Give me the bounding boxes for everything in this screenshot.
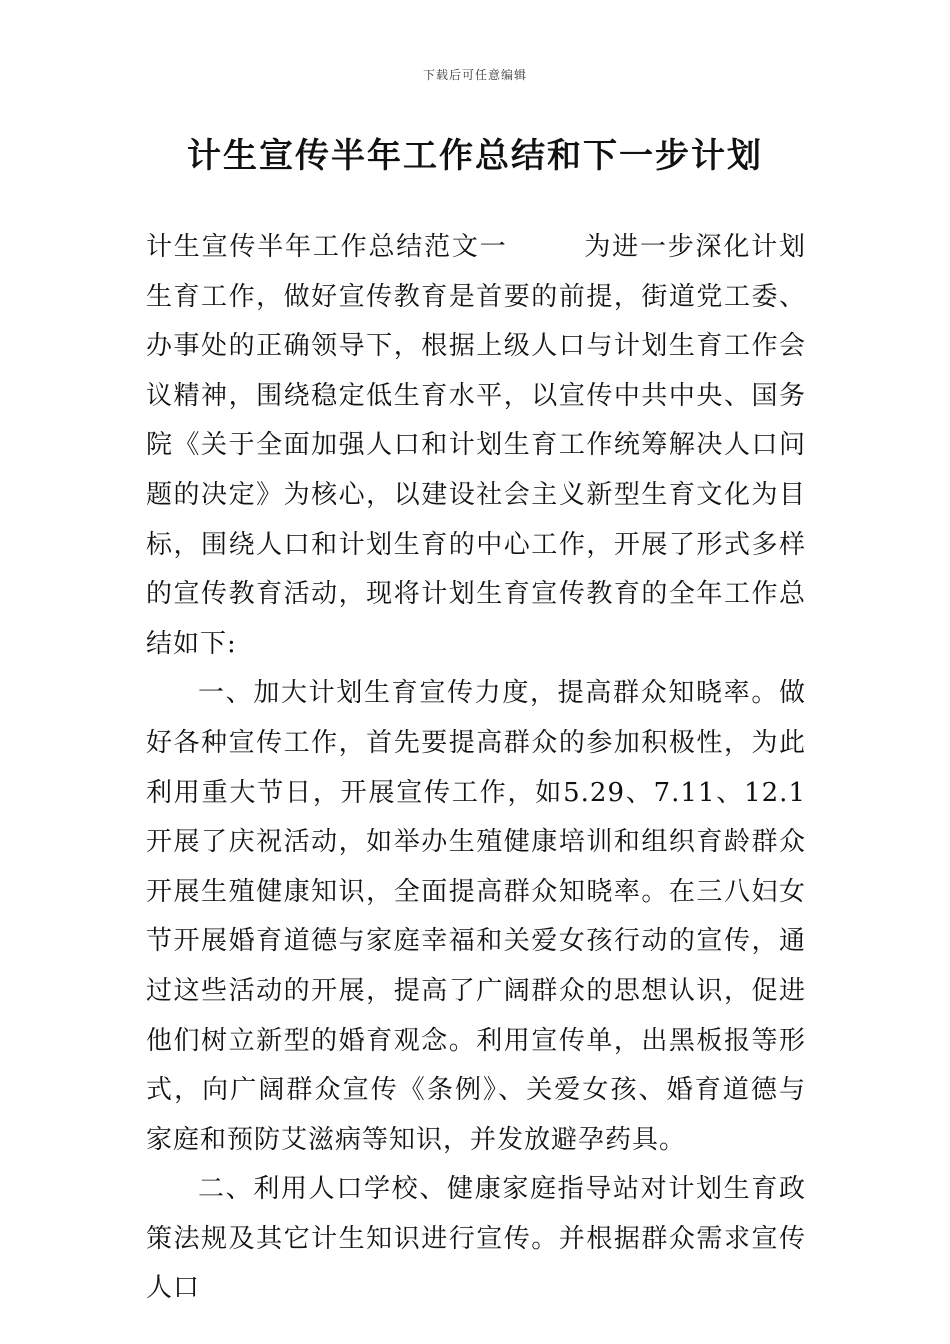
document-title: 计生宣传半年工作总结和下一步计划 — [187, 136, 763, 176]
paragraph-intro — [146, 223, 806, 669]
paragraph-section-2: 二、利用人口学校、健康家庭指导站对计划生育政策法规及其它计生知识进行宣传。并根据群众需求宣传人口 — [146, 1174, 806, 1304]
document-body — [146, 223, 806, 1314]
paragraph-lead: 计生宣传半年工作总结范文一 — [146, 232, 508, 262]
paragraph-section-1: 一、加大计划生育宣传力度，提高群众知晓率。做好各种宣传工作，首先要提高群众的参加积极性，为此利用重大节日，开展宣传工作，如5.29、7.11、12.1开展了庆祝活动，如举办生殖健康培训和组织育龄群众开展生殖健康知识，全面提高群众知晓率。在三八妇女节开展婚育道德与家庭幸福和关爱女孩行动的宣传，通过这些活动的开展，提高了广阔群众的思想认识，促进他们树立新型的婚育观念。利用宣传单，出黑板报等形式，向广阔群众宣传《条例》、关爱女孩、婚育道德与家庭和预防艾滋病等知识，并发放避孕药具。 — [146, 678, 806, 1155]
header-note: 下载后可任意编辑 — [422, 68, 527, 82]
paragraph-text: 为进一步深化计划生育工作，做好宣传教育是首要的前提，街道党工委、办事处的正确领导下，根据上级人口与计划生育工作会议精神，围绕稳定低生育水平，以宣传中共中央、国务院《关于全面加强人口和计划生育工作统筹解决人口问题的决定》为核心，以建设社会主义新型生育文化为目标，围绕人口和计划生育的中心工作，开展了形式多样的宣传教育活动，现将计划生育宣传教育的全年工作总结如下: — [146, 232, 806, 659]
